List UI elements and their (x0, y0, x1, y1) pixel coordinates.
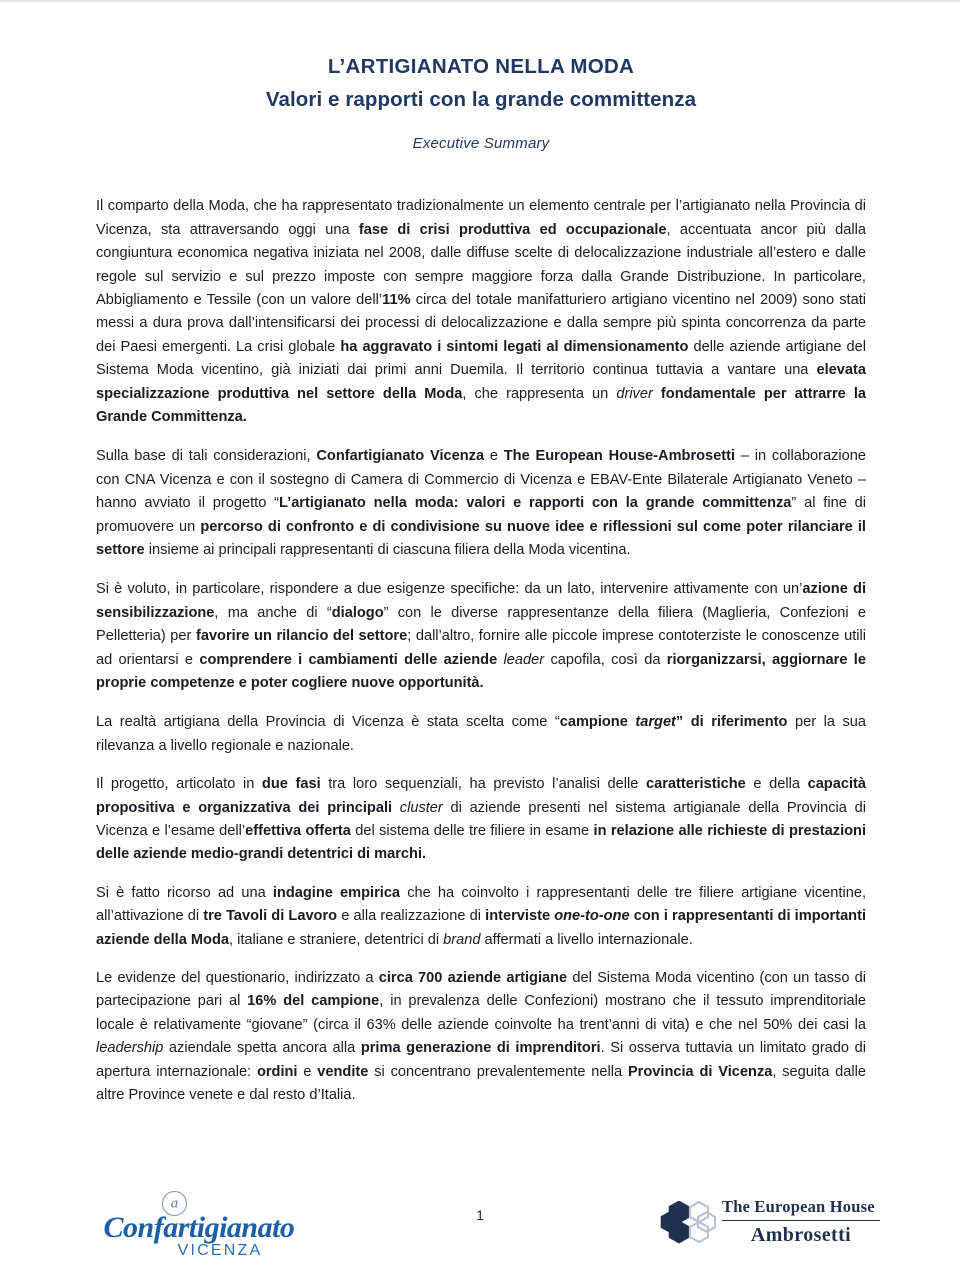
paragraph-2: Sulla base di tali considerazioni, Confartigianato Vicenza e The European House-Ambrosetti – in collaborazione con CNA Vicenza e con il sostegno di Camera di Commercio di Vicenza e EBAV-Ente Bilaterale Artigianato Veneto – hanno avviato il progetto “L’artigianato nella moda: valori e rapporti con la grande committenza” al fine di promuovere un percorso di confronto e di condivisione su nuove idee e riflessioni sul come poter rilanciare il settore insieme ai principali rappresentanti di ciascuna filiera della Moda vicentina. (96, 448, 867, 558)
confartigianato-emblem-glyph: a (170, 1195, 179, 1211)
ambrosetti-divider (722, 1220, 880, 1222)
paragraph-6: Si è fatto ricorso ad una indagine empirica che ha coinvolto i rappresentanti delle tre filiere artigiane vicentine, all’attivazione di tre Tavoli di Lavoro e alla realizzazione di interviste one-to-one con i rappresentanti di importanti aziende della Moda, italiane e straniere, detentrici di brand affermati a livello internazionale. (96, 884, 867, 948)
title-block (96, 0, 866, 152)
page-content (96, 0, 866, 1123)
paragraph-5: Il progetto, articolato in due fasi tra loro sequenziali, ha previsto l’analisi delle caratteristiche e della capacità propositiva e organizzativa dei principali cluster di aziende presenti nel sistema artigianale della Provincia di Vicenza e l’esame dell’effettiva offerta del sistema delle tre filiere in esame in relazione alle richieste di prestazioni delle aziende medio-grandi detentrici di marchi. (96, 776, 867, 863)
paragraph-4: La realtà artigiana della Provincia di Vicenza è stata scelta come “campione target” di riferimento per la sua rilevanza a livello regionale e nazionale. (96, 714, 866, 754)
page-number: 1 (476, 1207, 484, 1223)
confartigianato-logo (84, 1191, 314, 1271)
ambrosetti-line-2: Ambrosetti (750, 1224, 852, 1247)
body-text-block (96, 195, 866, 1107)
paragraph-3: Si è voluto, in particolare, rispondere a due esigenze specifiche: da un lato, intervenire attivamente con un’azione di sensibilizzazione, ma anche di “dialogo” con le diverse rappresentanze della filiera (Maglieria, Confezioni e Pelletteria) per favorire un rilancio del settore; dall’altro, fornire alle piccole imprese contoterziste le conoscenze utili ad orientarsi e comprendere i cambiamenti delle aziende leader capofila, così da riorganizzarsi, aggiornare le proprie competenze e poter cogliere nuove opportunità. (96, 581, 867, 691)
document-subtitle: Executive Summary (412, 135, 550, 153)
confartigianato-city-label: VICENZA (177, 1242, 263, 1259)
page-footer (0, 1185, 960, 1280)
ambrosetti-wordmark (722, 1197, 880, 1247)
document-title-line-2: Valori e rapporti con la grande committenza (265, 88, 697, 112)
document-title-line-1: L’ARTIGIANATO NELLA MODA (327, 55, 635, 78)
paragraph-7: Le evidenze del questionario, indirizzato a circa 700 aziende artigiane del Sistema Moda vicentino (con un tasso di partecipazione pari al 16% del campione, in prevalenza delle Confezioni) mostrano che il tessuto imprenditoriale locale è relativamente “giovane” (circa il 63% delle aziende coinvolte ha trent’anni di vita) e che nel 50% dei casi la leadership aziendale spetta ancora alla prima generazione di imprenditori. Si osserva tuttavia un limitato grado di apertura internazionale: ordini e vendite si concentrano prevalentemente nella Provincia di Vicenza, seguita dalle altre Province venete e dal resto d’Italia. (96, 970, 867, 1104)
confartigianato-wordmark: Confartigianato (103, 1211, 295, 1244)
ambrosetti-hexagon-mark-icon (660, 1201, 716, 1247)
paragraph-1: Il comparto della Moda, che ha rappresentato tradizionalmente un elemento centrale per l’artigianato nella Provincia di Vicenza, sta attraversando oggi una fase di crisi produttiva ed occupazionale, accentuata ancor più dalla congiuntura economica negativa iniziata nel 2008, dalle diffuse scelte di delocalizzazione industriale all’estero e dalle regole sul servizio e sul prezzo imposte con sempre maggiore forza dalla Grande Distribuzione. In particolare, Abbigliamento e Tessile (con un valore dell’11% circa del totale manifatturiero artigiano vicentino nel 2009) sono stati messi a dura prova dall’intensificarsi dei processi di delocalizzazione e dalla sempre più spinta concorrenza da parte dei Paesi emergenti. La crisi globale ha aggravato i sintomi legati al dimensionamento delle aziende artigiane del Sistema Moda vicentino, già iniziati dai primi anni Duemila. Il territorio continua tuttavia a vantare una elevata specializzazione produttiva nel settore della Moda, che rappresenta un driver fondamentale per attrarre la Grande Committenza. (96, 198, 867, 425)
ambrosetti-line-1: The European House (722, 1197, 875, 1216)
ambrosetti-logo (660, 1193, 880, 1263)
